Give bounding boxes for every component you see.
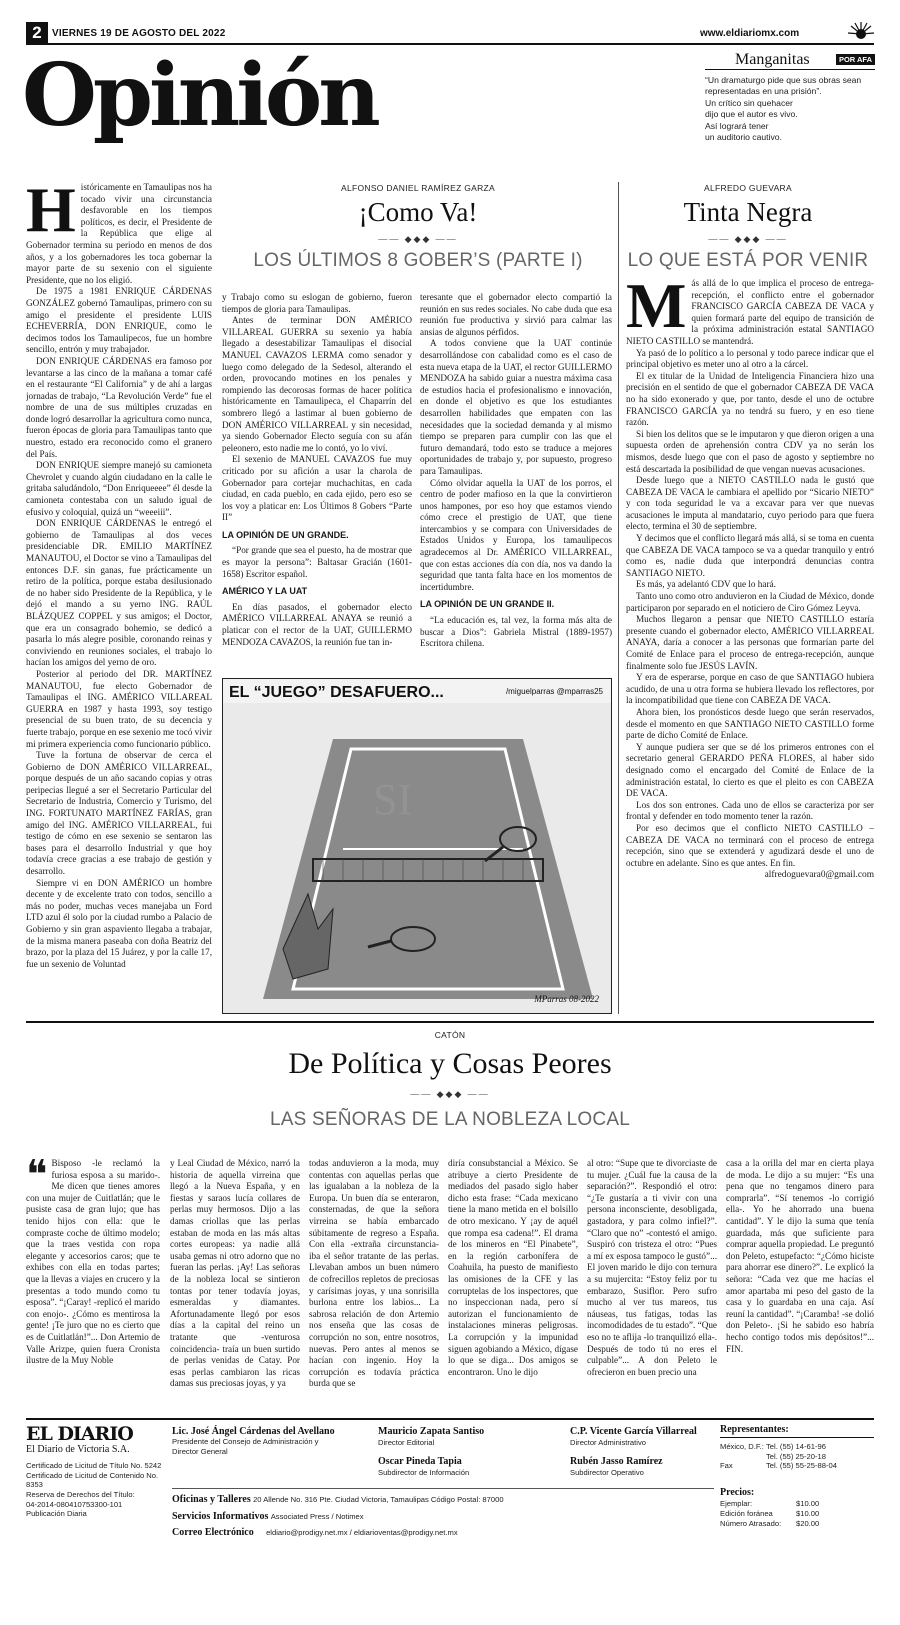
drop-cap: H: [26, 182, 76, 245]
rep-phone: Tel. (55) 14-61-96: [766, 1442, 826, 1452]
paragraph: Siempre vi en DON AMÉRICO un hombre decente y de excelente trato con todos, sencillo a más no poder, muchas veces manejaba un Ford LTD azul él solo por la ciudad rumbo a Palacio de Gobierno y sin gran aspaviento llegaba a trabajar, de la misma manera paseaba con doña Beatriz del brazo, por la plaza del 15 Juárez, y por la calle 17, fue un sexenio de Voluntad: [26, 877, 212, 969]
quote: “La educación es, tal vez, la forma más alta de buscar a Dios”: Gabriela Mistral (1889-1957) Escritora chilena.: [420, 615, 612, 649]
paragraph: teresante que el gobernador electo compartió la reunión en sus redes sociales. No cabe duda que esa reunión fue productiva y sirvió para calmar las ansias de algunos pérfidos.: [420, 292, 612, 337]
paragraph: Y era de esperarse, porque en caso de que SANTIAGO hubiera acudido, de una u otra forma se hubiera llevado los reflectores, por la incompatibilidad que tiene con CABEZA DE VACA.: [626, 672, 874, 706]
person-name: Mauricio Zapata Santiso: [378, 1426, 485, 1437]
manganitas-line: dijo que el autor es vivo.: [705, 109, 798, 120]
price-key: Número Atrasado:: [720, 1518, 782, 1528]
column-title: ¡Como Va!: [358, 197, 478, 228]
email-links[interactable]: eldiario@prodigy.net.mx / eldiarioventas@prodigy.net.mx: [266, 1528, 458, 1538]
manganitas-box: [705, 52, 875, 152]
date-line: VIERNES 19 DE AGOSTO DEL 2022: [52, 28, 226, 39]
article-column-politica-6: [726, 1158, 874, 1412]
paragraph: Ahora bien, los pronósticos desde luego que serán reservados, desde el momento en que SANTIAGO NIETO CASTILLO forme parte de dicho Comité de Enlace.: [626, 706, 874, 741]
person-role: Director Administrativo: [570, 1438, 646, 1448]
footer-logo: EL DIARIO: [26, 1423, 133, 1445]
author-email[interactable]: alfredoguevara0@gmail.com: [764, 870, 874, 881]
offices-address: 20 Allende No. 316 Pte. Ciudad Victoria, Tamaulipas Código Postal: 87000: [253, 1495, 504, 1504]
paragraph: Los dos son entrones. Cada uno de ellos se caracteriza por ser frontal y defender en todo momento tener la razón.: [626, 799, 874, 822]
comova-header: [220, 183, 616, 272]
cartoon-social: /miguelparras @mparras25: [505, 687, 603, 696]
footer-logo-sub: El Diario de Victoria S.A.: [26, 1444, 130, 1455]
services-value: Associated Press / Notimex: [270, 1511, 364, 1521]
reps-title: Representantes:: [720, 1424, 874, 1438]
paragraph: DON ENRIQUE CÁRDENAS le entregó el gobierno de Tamaulipas al dos veces presidenciable DR. EMILIO MARTÍNEZ MANAUTOU, el Doctor se vino a Tamaulipas del entonces D.F. sin ganas, fue prácticamente un retiro de la política, porque estaba desilusionado de no haber sido Presidente de la República, y le dejó el mando a su yerno ING. RAÚL BLÁZQUEZ COPPEL y sus amigos; el Doctor, que era un consagrado bohemio, se dedicó a pasarla lo más alegre posible, coronando reinas y conviviendo en reuniones sociales, el trabajo lo hacían los amigos del yerno de oro.: [26, 518, 212, 668]
offices-label: Oficinas y Talleres: [172, 1494, 251, 1505]
rep-phone: Tel. (55) 25-20-18: [766, 1451, 826, 1461]
website-link[interactable]: www.eldiariomx.com: [700, 28, 800, 39]
footer-contacts: [172, 1494, 712, 1540]
article-column-comova-1: [222, 292, 412, 672]
person-name: Lic. José Ángel Cárdenas del Avellano: [172, 1426, 335, 1437]
tennis-court-drawing: [223, 679, 612, 1014]
author-byline: ALFONSO DANIEL RAMÍREZ GARZA: [340, 183, 496, 193]
person-name: C.P. Vicente García Villarreal: [570, 1426, 697, 1437]
paragraph: y Trabajo como su eslogan de gobierno, fueron tiempos de gloria para Tamaulipas.: [222, 292, 412, 314]
article-column-comova-2: [420, 292, 612, 672]
rep-key: México, D.F.:: [720, 1442, 764, 1452]
manganitas-line: un auditorio cautivo.: [705, 132, 782, 143]
price-value: $10.00: [796, 1508, 820, 1518]
footer-person: [570, 1456, 720, 1478]
editorial-cartoon: [222, 678, 612, 1014]
certificate-line: Certificado de Licitud de Contenido No. 8353: [26, 1470, 159, 1490]
paragraph: diría consubstancial a México. Se atribuye a cierto Presidente de mediados del pasado siglo haber dicho esta frase: “Cada mexicano tiene la mano metida en el bolsillo de otro mexicano. Y ¡ay de aquél que rompa esa cadena!”. El drama de los mineros en “El Pinabete”, en la región carbonífera de Coahuila, ha puesto de manifiesto las omisiones de la CFE y las corruptelas de los inspectores, que no inspeccionan nada, pero sí autorizan el funcionamiento de instalaciones mineras peligrosas. La corrupción y la impunidad siguen agobiando a México, dígase lo que se diga... Dos amigos se encontraron. Uno le dijo: [448, 1158, 578, 1377]
certificate-line: 04-2014-080410753300-101: [26, 1499, 123, 1509]
subheading: LA OPINIÓN DE UN GRANDE II.: [420, 599, 555, 610]
column-deck: LOS ÚLTIMOS 8 GOBER’S (PARTE I): [253, 249, 583, 271]
paragraph: A todos conviene que la UAT continúe desarrollándose con cabalidad como es el caso de esta nueva etapa de la UAT, el rector GUILLERMO MENDOZA ha sabido guiar a nuestra máxima casa de estudios hacia el profesionalismo e innovación, en donde el objetivo es que los estudiantes desarrollen habilidades que empaten con las necesidades que la sociedad demanda y al mismo tiempo se preparen para cumplir con las que el futuro demandará, todo esto se traduce a mejores oportunidades de trabajo y, por supuesto, progreso para Tamaulipas.: [420, 338, 612, 476]
manganitas-line: Un crítico sin quehacer: [705, 97, 793, 108]
paragraph: Por eso decimos que el conflicto NIETO CASTILLO – CABEZA DE VACA no terminará con el proceso de entrega recepción, sino que se extenderá y agudizará desde el uno de octubre en adelante. Sino es que antes. En fin.: [626, 822, 874, 868]
article-column-politica-3: [309, 1158, 439, 1412]
price-key: Ejemplar:: [720, 1499, 753, 1509]
footer-person: [172, 1426, 342, 1456]
prices-title: Precios:: [720, 1487, 755, 1499]
author-byline: CATÓN: [434, 1030, 466, 1040]
footer-inner-rule: [172, 1488, 714, 1489]
paragraph: y Leal Ciudad de México, narró la historia de aquella virreina que llegó a la Nueva España, y en fiestas y saraos lucía collares de perlas muy hermosos. Dijo a las damas criollas que las perlas estaban de moda en las más altas cortes europeas: ya nadie allá usaba gemas ni otro adorno que no fueran las perlas. ¡Ay! Las señoras de la nobleza local se sintieron tontas por tener todavía joyas, esmeraldas y diamantes. Afortunadamente llegó por esos días a la capital del reino un tratante que -venturosa coincidencia- traía un buen surtido de perlas venidas de Catay. Por esas perlas cambiaron las ricas damas sus preciosas joyas, y ya: [170, 1158, 300, 1389]
person-role: Subdirector Operativo: [570, 1468, 644, 1478]
paragraph: Y aunque pudiera ser que se dé los primeros entrones con el secretario general GERARDO PEÑA FLORES, al haber sido designado como el encargado del Comité de Enlace de la administración estatal, lo cierto es que el pleito es con CABEZA DE VACA.: [626, 741, 874, 799]
footer-rule: [26, 1418, 874, 1420]
subheading: LA OPINIÓN DE UN GRANDE.: [222, 529, 349, 540]
rep-phone: Tel. (55) 55-25-88-04: [766, 1461, 837, 1471]
column-title: De Política y Cosas Peores: [288, 1047, 612, 1081]
manganitas-title: Manganitas: [735, 51, 810, 68]
person-role: Subdirector de Información: [378, 1468, 470, 1478]
paragraph: De 1975 a 1981 ENRIQUE CÁRDENAS GONZÁLEZ gobernó Tamaulipas, primero con su amigo el presidente el presidente LUIS ECHEVERRÍA, DON ENRIQUE, como le decimos todos los Tamaulipecos, fue un hombre sencillo, entrón y muy trabajador.: [26, 286, 212, 355]
article-column-politica-2: [170, 1158, 300, 1412]
email-label: Correo Electrónico: [172, 1527, 254, 1539]
paragraph: Tanto uno como otro anduvieron en la Ciudad de México, donde participaron por separado en el noticiero de Ciro Gómez Leyva.: [626, 591, 874, 613]
manganitas-line: “Un dramaturgo pide que sus obras sean: [705, 75, 862, 85]
footer-logo-block: [26, 1424, 164, 1519]
paragraph: DON ENRIQUE siempre manejó su camioneta Chevrolet y cuando algún ciudadano en la calle le gritaba saludándolo, “Don Enriqueeee” él desde la camioneta contestaba con un saludo igual de efusivo y coloquial, quizá un “weeeiii”.: [26, 460, 212, 517]
sun-logo-icon: [848, 20, 874, 40]
person-role: Director Editorial: [378, 1438, 435, 1448]
article-column-politica-4: [448, 1158, 578, 1412]
paragraph: Si bien los delitos que se le imputaron y que dieron origen a una supuesta orden de aprehensión contra CDV ya no serán los mismos, desde luego que con el paso de agosto y septiembre no está descartada la posibilidad de que vengan nuevas acusaciones.: [626, 428, 874, 474]
manganitas-badge: POR AFA: [836, 54, 875, 65]
paragraph: Tuve la fortuna de observar de cerca el Gobierno de DON AMÉRICO VILLARREAL, porque después de un año sacando copias y otras peripecias llegué a ser el Secretario Particular del Secretario de Industria, Comercio y Turismo, del ING. FORTUNATO MARTÍNEZ FARÍAS, gran amigo del ING. AMÉRICO VILLARREAL, fui testigo de cómo en ese sexenio se sentaron las bases para el desarrollo Industrial y que hoy todavía crece gracias a ese trabajo de gestión y desarrollo.: [26, 750, 212, 877]
certificate-line: Publicación Diaria: [26, 1509, 87, 1519]
paragraph: Muchos llegaron a pensar que NIETO CASTILLO estaría presente cuando el gobernador electo, AMÉRICO VILLARREAL ANAYA, daría a conocer a las personas que formarían parte del Comité de Enlace para el proceso de entrega-recepción, aunque finalmente solo fue JESÚS LAVÍN.: [626, 614, 874, 671]
certificate-line: Reserva de Derechos del Título:: [26, 1490, 135, 1500]
paragraph: El ex titular de la Unidad de Inteligencia Financiera hizo una precisión en el sentido de que el gobernador CABEZA DE VACA no ha sido exonerado y que, por tanto, desde el uno de octubre FRANCISCO GARCÍA ya no tendrá su fuero, y en eso tiene razón.: [626, 370, 874, 428]
section-title: Opinión: [22, 45, 377, 146]
ornament-divider: —— ◆◆◆ ——: [708, 233, 788, 244]
footer-reps: [720, 1424, 874, 1528]
certificate-line: Certificado de Licitud de Título No. 5242: [26, 1461, 162, 1471]
paragraph: todas anduvieron a la moda, muy contentas con aquellas perlas que las igualaban a la nobleza de la Europa. Un buen día se enteraron, consternadas, de que la señora virreina se había embarcado súbitamente de regreso a España. Con ella -extraña circunstancia- iba el señor tratante de las perlas. Llevaban ambos un buen número de cofrecillos repletos de preciosas y carísimas joyas, y una sonrisilla burlona entre los labios... La sabrosa relación de don Artemio nos enseña que las cosas de corrupción no son, entre nosotros, nuevas. Pero antes al menos se hacían con ingenio. Hoy la corrupción es todavía práctica burda que se: [309, 1158, 439, 1389]
subheading: AMÉRICO Y LA UAT: [222, 586, 308, 597]
column-title: Tinta Negra: [683, 197, 813, 228]
price-key: Edición foránea: [720, 1508, 773, 1518]
person-name: Rubén Jasso Ramírez: [570, 1456, 663, 1467]
column-deck: LAS SEÑORAS DE LA NOBLEZA LOCAL: [270, 1109, 630, 1131]
tinta-header: [622, 183, 874, 272]
quote-mark-icon: ❝: [26, 1158, 48, 1198]
vertical-rule: [618, 182, 619, 1014]
paragraph: Antes de terminar DON AMÉRICO VILLAREAL GUERRA su sexenio ya había llegado a desestabilizar Tamaulipas el disocial MANUEL CAVAZOS LERMA como senador y luego como delegado de la Sedesol, alterando el orden, provocando motines en los penales y rompiendo las decorosas formas de hacer política históricamente en Tamaulipeca, el Chaparrín del sombrero llegó a lastimar al buen gobierno de DON AMÉRICO VILLARREAL y sin necesidad, ya siendo Gobernador Electo seguía con su afán peleonero, esto nadie me lo contó, yo lo viví.: [222, 315, 412, 453]
article-column-politica-5: [587, 1158, 717, 1412]
svg-text:SI: SI: [373, 775, 413, 824]
author-byline: ALFREDO GUEVARA: [704, 183, 792, 193]
person-role: Presidente del Consejo de Administración y Director General: [172, 1437, 319, 1456]
footer-person: [378, 1426, 548, 1448]
article-column-tinta: [626, 278, 874, 1016]
paragraph: DON ENRIQUE CÁRDENAS era famoso por levantarse a las cinco de la mañana a tomar café en el restaurante “El California” y de ahí a largas jornadas de trabajo, “La Revolución Verde” fue el nombre de una de sus múltiples cruzadas en donde logró desarrollar la agricultura como nunca, fueron épocas de gloria para Tamaulipas tanto que nuestro, estado era reconocido como el granero del País.: [26, 355, 212, 459]
services-label: Servicios Informativos: [172, 1510, 269, 1522]
manganitas-line: Así logrará tener: [705, 120, 769, 131]
manganitas-line: representadas en una prisión”.: [705, 86, 822, 97]
rep-key: Fax: [720, 1461, 733, 1471]
price-value: $10.00: [796, 1499, 820, 1509]
paragraph: Cómo olvidar aquella la UAT de los porros, el centro de poder mafioso en la que la convirtieron unos hampones, por eso hoy que estamos viendo cómo crece el prestigio de UAT, que tiene intercambios y se compara con Universidades de Estados Unidos y Europa, los tamaulipecos agradecemos al Dr. AMÉRICO VILLARREAL, que con estas acciones día con día, nos va dando la seguridad que tanta falta hace en los momentos de incertidumbre.: [420, 477, 612, 592]
paragraph: Ya pasó de lo político a lo personal y todo parece indicar que el principal objetivo es meter uno al otro a la cárcel.: [626, 347, 874, 370]
paragraph: Es más, ya adelantó CDV que lo hará.: [636, 579, 776, 590]
column-deck: LO QUE ESTÁ POR VENIR: [627, 249, 869, 271]
paragraph: al otro: “Supe que te divorciaste de tu mujer. ¿Cuál fue la causa de la separación?”. Respondió el otro: “¿Te gustaría a ti vivir con una persona inconsciente, desobligada, gastadora, y para colmo infiel?”. “Claro que no” -contestó el amigo. Suspiró con tristeza el otro: “Pues a mí ex esposa tampoco le gustó”... El joven marido le dijo con ternura a su mujercita: “Estoy feliz por tu embarazo, Susiflor. Pero sufro mucho al ver tus mareos, tus náuseas, tus fatigas, todas las incomodidades de tu estado”. “Que eso no te aflija -lo tranquilizó ella-. Después de todo tú no eres el culpable”... A don Peleto le ofrecieron en buen precio una: [587, 1158, 717, 1377]
drop-cap: M: [626, 278, 687, 341]
article-column-left: [26, 182, 212, 1016]
paragraph: Bisposo -le reclamó la furiosa esposa a su marido-. Me dicen que tienes amores con una mujer de Cuitlatlán; que le pusiste casa de gran lujo; que has tenido hijos con ella: que le compraste coche de último modelo; que la traes vestida con ropa elegante y accesorios caros; que te exhibes con ella en todas partes; que la llevas a viajes en crucero y la presentas a todo mundo como tu esposa”. “¡Caray! -replicó el marido con enojo-. ¿Cómo es mentirosa la gente! ¡Te juro que no es cierto que es de Cuitlatlán!”... Don Artemio de Valle Arizpe, quien fuera Cronista ilustre de la Muy Noble: [26, 1158, 160, 1366]
footer-person: [378, 1456, 548, 1478]
paragraph: En días pasados, el gobernador electo AMÉRICO VILLARREAL ANAYA se reunió a platicar con el rector de la UAT, GUILLERMO MENDOZA CAVAZOS, la reunión fue tan in-: [222, 601, 412, 647]
section-divider: [26, 1021, 874, 1023]
paragraph: Desde luego que a NIETO CASTILLO nada le gustó que CABEZA DE VACA le cambiara el apellido por “Sicario NIETO” y con toda seguridad le va a excavar para ver que nuevas acusaciones le imputa al mandatario, cuyo periodo para que fuera electo, termina el 30 de septiembre.: [626, 475, 874, 532]
footer-person: [570, 1426, 720, 1448]
rep-key: [720, 1452, 766, 1462]
paragraph: istóricamente en Tamaulipas nos ha tocado vivir una circunstancia desfavorable en los tiempos políticos, es decir, el Presidente de la República que elige al Gobernador termina su periodo en menos de dos años, y a los gobernadores les toca gobernar la mayor parte de su sexenio con el siguiente Presidente, que no los eligió.: [26, 182, 212, 285]
person-name: Oscar Pineda Tapia: [378, 1456, 462, 1467]
paragraph: Y decimos que el conflicto llegará más allá, si se toma en cuenta que CABEZA DE VACA tampoco se va a quedar tranquilo y entró como es, nadie duda que interpondrá denuncias contra SANTIAGO NIETO.: [626, 533, 874, 578]
paragraph: El sexenio de MANUEL CAVAZOS fue muy criticado por su afición a usar la charola de Gobernador para cortejar muchachitas, en cada ciudad, en cada pueblo, en cada ejido, pero eso se los voy a platicar en: Los Últimos 8 Gobers “Parte II”: [222, 454, 412, 523]
cartoon-title: EL “JUEGO” DESAFUERO...: [229, 684, 444, 701]
page-number-box: 2: [26, 22, 48, 44]
paragraph: casa a la orilla del mar en cierta playa de moda. Le dijo a su mujer: “Es una pena que no tengamos dinero para comprarla”. “Sí tenemos -lo corrigió ella-. Yo he ahorrado una buena cantidad”. Y le dijo la suma que tenía guardada, más que suficiente para comprar aquella propiedad. Le preguntó don Peleto, estupefacto: “¿Cómo hiciste para ahorrar ese dinero?”. Le explicó la señora: “Cada vez que me hacías el amor apartaba mi peso del gasto de la casa y lo guardaba en una caja. Así reuní la cantidad”. “¡Caramba! -se dolió don Peleto-. ¡Si he sabido eso habría hecho contigo todos mis depósitos!”... FIN.: [726, 1158, 874, 1354]
quote: “Por grande que sea el puesto, ha de mostrar que es mayor la persona”: Baltasar Gracián (1601-1658) Escritor español.: [222, 545, 412, 579]
ornament-divider: —— ◆◆◆ ——: [410, 1089, 490, 1100]
cartoon-signature: MParras 08-2022: [534, 993, 599, 1004]
ornament-divider: —— ◆◆◆ ——: [378, 233, 458, 244]
paragraph: Posterior al periodo del DR. MARTÍNEZ MANAUTOU, fue electo Gobernador de Tamaulipas el ING. AMÉRICO VILLAREAL GUERRA en 1987 y hasta 1993, soy testigo presencial de su buen trato, de su decencia y fuerte trabajo, porque en ese sexenio me tocó vivir mi primera experiencia como funcionario público.: [26, 668, 212, 749]
article-column-politica-1: [26, 1158, 160, 1412]
politica-header: [220, 1030, 680, 1132]
paragraph: ás allá de lo que implica el proceso de entrega-recepción, el conflicto entre el gobernador FRANCISCO GARCÍA CABEZA DE VACA y quien formará parte del equipo de transición de la próxima administración estatal SANTIAGO NIETO CASTILLO se mantendrá.: [626, 278, 874, 346]
price-value: $20.00: [796, 1518, 820, 1528]
